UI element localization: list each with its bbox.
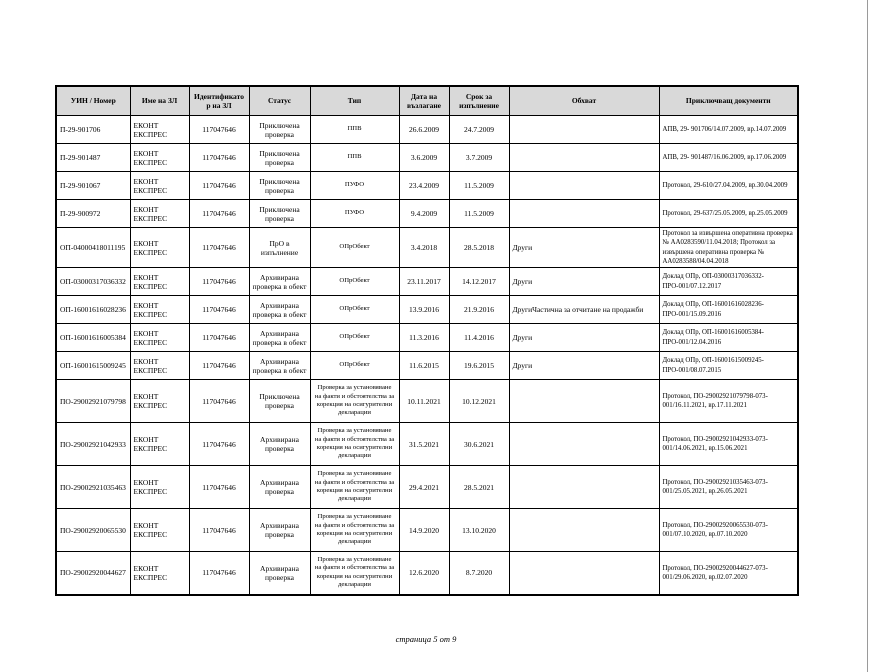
cell-date-assigned: 3.4.2018 xyxy=(399,228,449,268)
cell-name: ЕКОНТ ЕКСПРЕС xyxy=(130,509,189,552)
cell-name: ЕКОНТ ЕКСПРЕС xyxy=(130,144,189,172)
cell-type: ППВ xyxy=(310,116,399,144)
cell-scope xyxy=(509,466,659,509)
cell-status: Архивирана проверка в обект xyxy=(249,268,310,296)
cell-deadline: 24.7.2009 xyxy=(449,116,509,144)
table-row xyxy=(56,116,798,144)
cell-scope: Други xyxy=(509,352,659,380)
cell-type: Проверка за установяване на факти и обстоятелства за корекция на осигурителни декларации xyxy=(310,466,399,509)
cell-deadline: 14.12.2017 xyxy=(449,268,509,296)
cell-name: ЕКОНТ ЕКСПРЕС xyxy=(130,423,189,466)
cell-uin: П-29-901487 xyxy=(56,144,130,172)
cell-closing-documents: Протокол, 29-637/25.05.2009, вр.25.05.2009 xyxy=(659,200,798,228)
cell-uin: ПО-29002920065530 xyxy=(56,509,130,552)
cell-scope xyxy=(509,380,659,423)
cell-name: ЕКОНТ ЕКСПРЕС xyxy=(130,324,189,352)
cell-status: Архивирана проверка xyxy=(249,509,310,552)
cell-identifier: 117047646 xyxy=(189,200,249,228)
cell-uin: ОП-16001615009245 xyxy=(56,352,130,380)
cell-uin: ОП-16001616005384 xyxy=(56,324,130,352)
cell-scope xyxy=(509,423,659,466)
cell-name: ЕКОНТ ЕКСПРЕС xyxy=(130,268,189,296)
cell-date-assigned: 11.3.2016 xyxy=(399,324,449,352)
cell-closing-documents: Протокол, ПО-29002921079798-073-001/16.11.2021, вр.17.11.2021 xyxy=(659,380,798,423)
cell-status: Архивирана проверка xyxy=(249,552,310,595)
header-identifier: Идентификатор на ЗЛ xyxy=(189,86,249,116)
cell-closing-documents: Доклад ОПр, ОП-16001616028236-ПРО-001/15.09.2016 xyxy=(659,296,798,324)
table-row xyxy=(56,380,798,423)
cell-date-assigned: 11.6.2015 xyxy=(399,352,449,380)
cell-deadline: 19.6.2015 xyxy=(449,352,509,380)
cell-uin: ОП-04000418011195 xyxy=(56,228,130,268)
cell-closing-documents: АПВ, 29- 901487/16.06.2009, вр.17.06.2009 xyxy=(659,144,798,172)
cell-closing-documents: АПВ, 29- 901706/14.07.2009, вр.14.07.2009 xyxy=(659,116,798,144)
table-row xyxy=(56,228,798,268)
cell-name: ЕКОНТ ЕКСПРЕС xyxy=(130,380,189,423)
cell-type: Проверка за установяване на факти и обстоятелства за корекция на осигурителни декларации xyxy=(310,552,399,595)
cell-name: ЕКОНТ ЕКСПРЕС xyxy=(130,200,189,228)
cell-identifier: 117047646 xyxy=(189,509,249,552)
cell-type: ОПрОбект xyxy=(310,352,399,380)
cell-identifier: 117047646 xyxy=(189,352,249,380)
cell-type: ОПрОбект xyxy=(310,228,399,268)
cell-deadline: 11.5.2009 xyxy=(449,172,509,200)
cell-status: Архивирана проверка в обект xyxy=(249,296,310,324)
cell-uin: П-29-901067 xyxy=(56,172,130,200)
cell-status: Архивирана проверка xyxy=(249,466,310,509)
cell-closing-documents: Протокол, ПО-29002920044627-073-001/29.06.2020, вр.02.07.2020 xyxy=(659,552,798,595)
cell-identifier: 117047646 xyxy=(189,296,249,324)
cell-scope: ДругиЧастична за отчитане на продажби xyxy=(509,296,659,324)
cell-name: ЕКОНТ ЕКСПРЕС xyxy=(130,552,189,595)
cell-uin: П-29-901706 xyxy=(56,116,130,144)
cell-closing-documents: Протокол, ПО-29002921042933-073-001/14.06.2021, вр.15.06.2021 xyxy=(659,423,798,466)
cell-deadline: 28.5.2018 xyxy=(449,228,509,268)
cell-type: ПУФО xyxy=(310,172,399,200)
header-status: Статус xyxy=(249,86,310,116)
cell-date-assigned: 23.11.2017 xyxy=(399,268,449,296)
cell-scope xyxy=(509,552,659,595)
cell-closing-documents: Протокол, ПО-29002921035463-073-001/25.05.2021, вр.26.05.2021 xyxy=(659,466,798,509)
cell-scope: Други xyxy=(509,228,659,268)
cell-identifier: 117047646 xyxy=(189,466,249,509)
page-footer: страница 5 от 9 xyxy=(395,634,457,644)
cell-type: ОПрОбект xyxy=(310,324,399,352)
cell-status: Приключена проверка xyxy=(249,172,310,200)
cell-date-assigned: 23.4.2009 xyxy=(399,172,449,200)
cell-deadline: 30.6.2021 xyxy=(449,423,509,466)
cell-uin: ПО-29002920044627 xyxy=(56,552,130,595)
table-row xyxy=(56,509,798,552)
cell-status: ПрО в изпълнение xyxy=(249,228,310,268)
cell-identifier: 117047646 xyxy=(189,423,249,466)
table-row xyxy=(56,144,798,172)
header-scope: Обхват xyxy=(509,86,659,116)
cell-identifier: 117047646 xyxy=(189,172,249,200)
table-row xyxy=(56,324,798,352)
cell-type: ОПрОбект xyxy=(310,296,399,324)
cell-uin: ОП-16001616028236 xyxy=(56,296,130,324)
cell-status: Приключена проверка xyxy=(249,144,310,172)
cell-closing-documents: Протокол, ПО-29002920065530-073-001/07.10.2020, вр.07.10.2020 xyxy=(659,509,798,552)
cell-date-assigned: 12.6.2020 xyxy=(399,552,449,595)
table-row xyxy=(56,200,798,228)
header-date-assigned: Дата на възлагане xyxy=(399,86,449,116)
cell-name: ЕКОНТ ЕКСПРЕС xyxy=(130,352,189,380)
cell-identifier: 117047646 xyxy=(189,144,249,172)
table-row xyxy=(56,423,798,466)
cell-identifier: 117047646 xyxy=(189,228,249,268)
table-row xyxy=(56,296,798,324)
cell-deadline: 13.10.2020 xyxy=(449,509,509,552)
cell-type: Проверка за установяване на факти и обстоятелства за корекция на осигурителни декларации xyxy=(310,509,399,552)
cell-status: Архивирана проверка xyxy=(249,423,310,466)
cell-scope xyxy=(509,200,659,228)
cell-status: Архивирана проверка в обект xyxy=(249,324,310,352)
cell-status: Приключена проверка xyxy=(249,380,310,423)
header-type: Тип xyxy=(310,86,399,116)
cell-uin: ПО-29002921035463 xyxy=(56,466,130,509)
cell-name: ЕКОНТ ЕКСПРЕС xyxy=(130,228,189,268)
cell-type: Проверка за установяване на факти и обстоятелства за корекция на осигурителни декларации xyxy=(310,423,399,466)
cell-closing-documents: Доклад ОПр, ОП-03000317036332-ПРО-001/07.12.2017 xyxy=(659,268,798,296)
cell-closing-documents: Доклад ОПр, ОП-16001616005384-ПРО-001/12.04.2016 xyxy=(659,324,798,352)
cell-identifier: 117047646 xyxy=(189,380,249,423)
cell-uin: ОП-03000317036332 xyxy=(56,268,130,296)
cell-identifier: 117047646 xyxy=(189,324,249,352)
cell-uin: П-29-900972 xyxy=(56,200,130,228)
cell-deadline: 10.12.2021 xyxy=(449,380,509,423)
cell-date-assigned: 26.6.2009 xyxy=(399,116,449,144)
table-row xyxy=(56,352,798,380)
cell-scope xyxy=(509,509,659,552)
cell-deadline: 8.7.2020 xyxy=(449,552,509,595)
cell-deadline: 11.4.2016 xyxy=(449,324,509,352)
cell-closing-documents: Протокол, 29-610/27.04.2009, вр.30.04.2009 xyxy=(659,172,798,200)
inspections-table xyxy=(55,85,799,596)
cell-uin: ПО-29002921042933 xyxy=(56,423,130,466)
cell-date-assigned: 14.9.2020 xyxy=(399,509,449,552)
cell-name: ЕКОНТ ЕКСПРЕС xyxy=(130,116,189,144)
cell-date-assigned: 29.4.2021 xyxy=(399,466,449,509)
cell-date-assigned: 9.4.2009 xyxy=(399,200,449,228)
cell-date-assigned: 10.11.2021 xyxy=(399,380,449,423)
cell-name: ЕКОНТ ЕКСПРЕС xyxy=(130,172,189,200)
cell-date-assigned: 13.9.2016 xyxy=(399,296,449,324)
cell-deadline: 21.9.2016 xyxy=(449,296,509,324)
cell-date-assigned: 3.6.2009 xyxy=(399,144,449,172)
cell-uin: ПО-29002921079798 xyxy=(56,380,130,423)
cell-name: ЕКОНТ ЕКСПРЕС xyxy=(130,466,189,509)
table-header-row xyxy=(56,86,798,116)
header-name: Име на ЗЛ xyxy=(130,86,189,116)
table-header xyxy=(56,86,798,116)
cell-name: ЕКОНТ ЕКСПРЕС xyxy=(130,296,189,324)
cell-type: ОПрОбект xyxy=(310,268,399,296)
cell-scope xyxy=(509,144,659,172)
table-row xyxy=(56,268,798,296)
cell-deadline: 28.5.2021 xyxy=(449,466,509,509)
cell-closing-documents: Протокол за извършена оперативна проверка № АА0283590/11.04.2018; Протокол за извършена оперативна проверка № АА0283588/04.04.2018 xyxy=(659,228,798,268)
table-body xyxy=(56,116,798,595)
cell-deadline: 3.7.2009 xyxy=(449,144,509,172)
cell-scope xyxy=(509,116,659,144)
cell-closing-documents: Доклад ОПр, ОП-16001615009245-ПРО-001/08.07.2015 xyxy=(659,352,798,380)
cell-type: Проверка за установяване на факти и обстоятелства за корекция на осигурителни декларации xyxy=(310,380,399,423)
cell-identifier: 117047646 xyxy=(189,268,249,296)
header-closing-documents: Приключващ документи xyxy=(659,86,798,116)
table-row xyxy=(56,466,798,509)
cell-date-assigned: 31.5.2021 xyxy=(399,423,449,466)
page-edge-line xyxy=(867,0,868,672)
cell-identifier: 117047646 xyxy=(189,552,249,595)
cell-status: Приключена проверка xyxy=(249,116,310,144)
cell-deadline: 11.5.2009 xyxy=(449,200,509,228)
cell-status: Приключена проверка xyxy=(249,200,310,228)
cell-scope: Други xyxy=(509,324,659,352)
table-row xyxy=(56,172,798,200)
cell-identifier: 117047646 xyxy=(189,116,249,144)
cell-scope xyxy=(509,172,659,200)
header-uin: УИН / Номер xyxy=(56,86,130,116)
cell-scope: Други xyxy=(509,268,659,296)
cell-status: Архивирана проверка в обект xyxy=(249,352,310,380)
header-deadline: Срок за изпълнение xyxy=(449,86,509,116)
table-row xyxy=(56,552,798,595)
cell-type: ППВ xyxy=(310,144,399,172)
cell-type: ПУФО xyxy=(310,200,399,228)
